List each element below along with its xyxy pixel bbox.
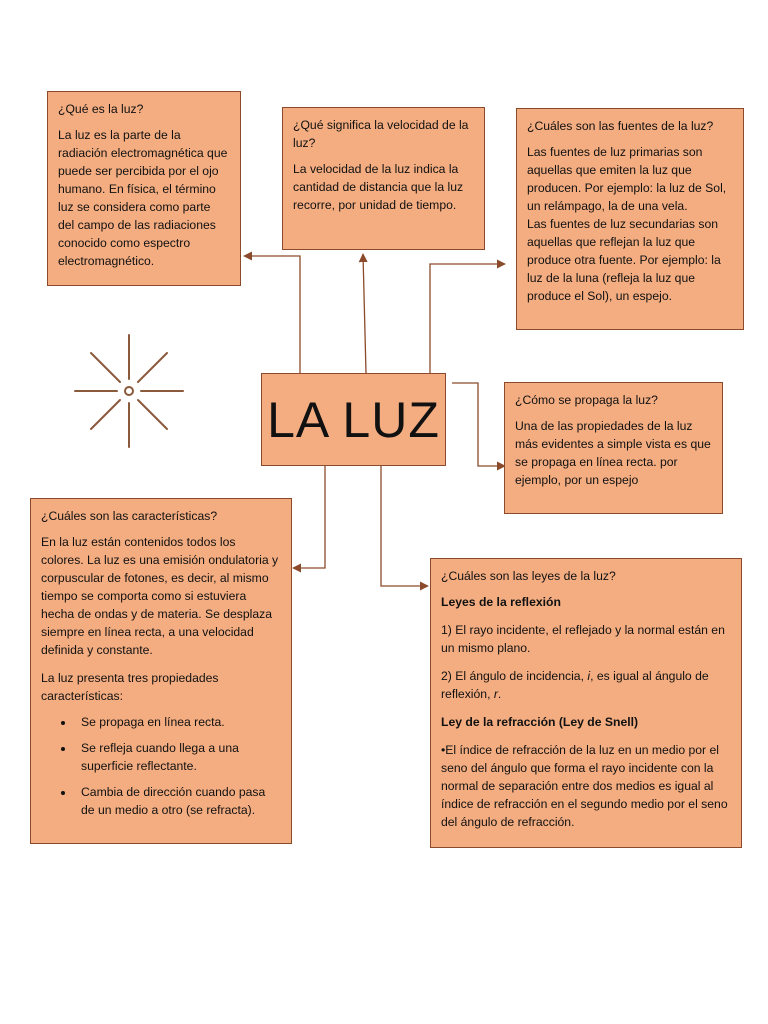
list-item: • Cambia de dirección cuando pasa de un medio a otro (se refracta). — [75, 783, 281, 819]
arrow-to-velocidad — [363, 254, 366, 373]
arrow-to-leyes — [381, 466, 428, 586]
question-fuentes: ¿Cuáles son las fuentes de la luz? — [527, 119, 714, 133]
text-ley-1: 1) El rayo incidente, el reflejado y la normal están en un mismo plano. — [441, 623, 725, 655]
reflexion-title: Leyes de la reflexión — [441, 595, 561, 609]
question-velocidad: ¿Qué significa la velocidad de la luz? — [293, 118, 469, 150]
text-propaga: Una de las propiedades de la luz más evidentes a simple vista es que se propaga en línea recta. por ejemplo, por un espejo — [515, 419, 711, 487]
arrow-to-fuentes — [430, 264, 505, 373]
text-fuentes-secundarias: Las fuentes de luz secundarias son aquellas que reflejan la luz que produce otra fuente. Por ejemplo: la luz de la luna (refleja la luz que produce el Sol), un espejo. — [527, 217, 721, 303]
question-leyes: ¿Cuáles son las leyes de la luz? — [441, 569, 616, 583]
box-que-es-la-luz — [47, 91, 241, 286]
intro-propiedades: La luz presenta tres propiedades características: — [41, 671, 219, 703]
text-que-es: La luz es la parte de la radiación electromagnética que puede ser percibida por el ojo humano. En física, el término luz se considera como parte del campo de las radiaciones conocido como espectro electromagnético. — [58, 128, 228, 268]
arrow-to-que-es — [244, 256, 300, 373]
ley2-part-a: 2) El ángulo de incidencia, — [441, 669, 588, 683]
box-propaga — [504, 382, 723, 514]
list-item: • Se propaga en línea recta. — [75, 713, 281, 731]
ley2-symbol-i: i — [587, 669, 591, 683]
text-fuentes-primarias: Las fuentes de luz primarias son aquellas que emiten la luz que producen. Por ejemplo: la luz de Sol, un relámpago, la de una vela. — [527, 145, 727, 213]
text-ley-2 — [441, 667, 731, 703]
question-caracteristicas: ¿Cuáles son las características? — [41, 509, 218, 523]
ley2-part-b: , es igual al ángulo de reflexión, — [441, 669, 709, 701]
list-propiedades — [41, 713, 281, 819]
text-caracteristicas: En la luz están contenidos todos los colores. La luz es una emisión ondulatoria y corpuscular de fotones, es decir, al mismo tiempo se comporta como si estuviera hecha de ondas y de materia. Se desplaza siempre en línea recta, a una velocidad definida y constante. — [41, 535, 279, 657]
question-que-es: ¿Qué es la luz? — [58, 102, 144, 116]
text-velocidad: La velocidad de la luz indica la cantidad de distancia que la luz recorre, por unidad de tiempo. — [293, 162, 464, 212]
box-leyes — [430, 558, 742, 848]
ley2-symbol-r: r — [493, 687, 498, 701]
refraccion-title: Ley de la refracción (Ley de Snell) — [441, 715, 639, 729]
center-node — [261, 373, 446, 466]
question-propaga: ¿Cómo se propaga la luz? — [515, 393, 658, 407]
box-caracteristicas — [30, 498, 292, 844]
arrow-to-propaga — [452, 383, 505, 466]
box-fuentes — [516, 108, 744, 330]
ley2-part-c: . — [497, 687, 502, 701]
arrow-to-caracteristicas — [293, 466, 325, 568]
text-refraccion: •El índice de refracción de la luz en un medio por el seno del ángulo que forma el rayo incidente con la normal de separación entre dos medios es igual al índice de refracción en el segundo medio por el seno del ángulo de refracción. — [441, 743, 728, 829]
center-title: LA LUZ — [267, 391, 440, 448]
box-velocidad — [282, 107, 485, 250]
list-item: • Se refleja cuando llega a una superficie reflectante. — [75, 739, 281, 775]
sun-icon — [69, 331, 189, 451]
